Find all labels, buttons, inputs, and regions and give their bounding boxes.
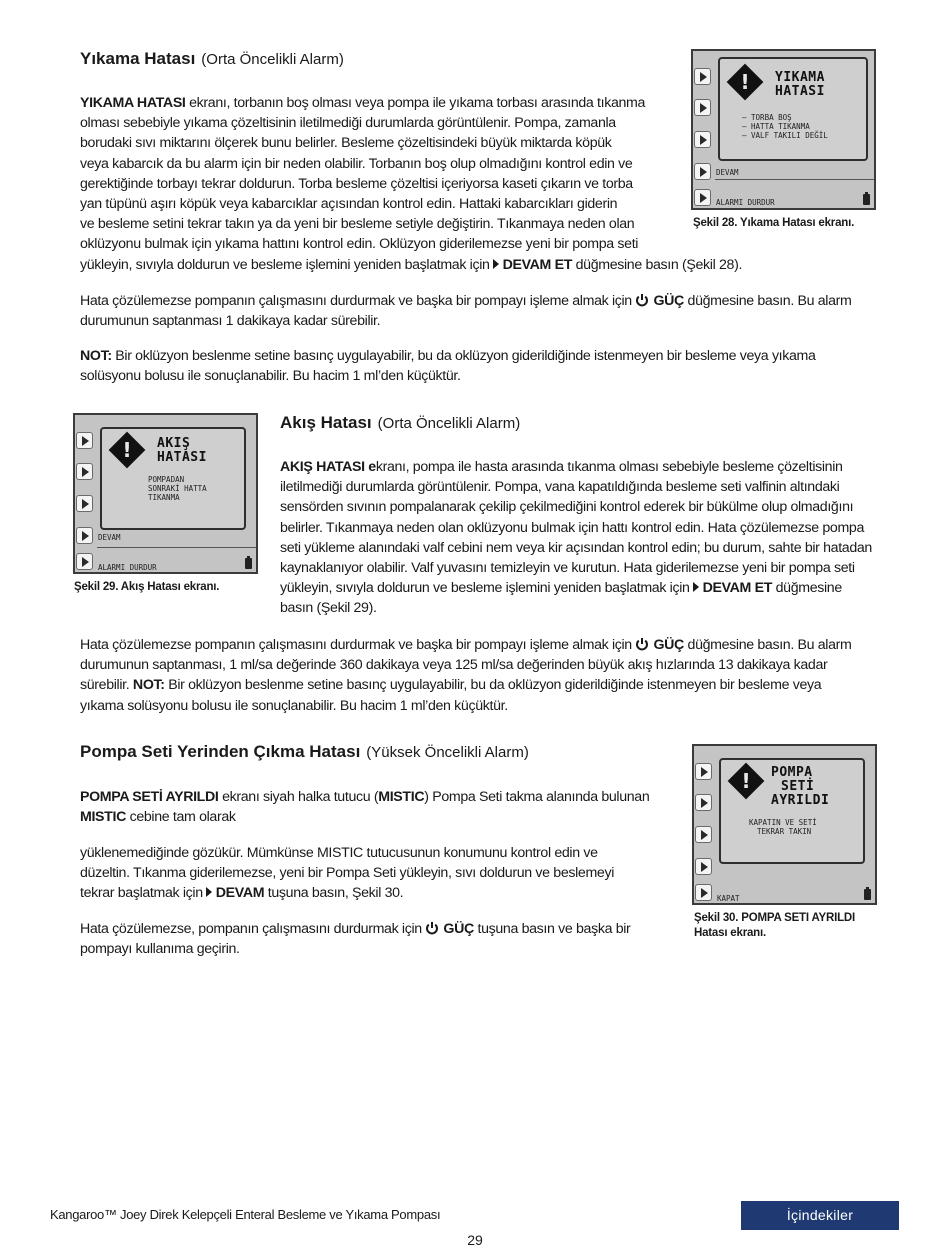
battery-icon: [245, 558, 252, 569]
screen-item: – TORBA BOŞ: [742, 113, 792, 122]
screen-title: YIKAMA: [775, 70, 825, 85]
wash-error-power-paragraph: [80, 291, 900, 331]
text-line: Hata çözülemezse, pompanın çalışmasını durdurmak için: [80, 921, 422, 937]
power-icon: [635, 293, 649, 307]
soft-key-arrow-icon: [76, 495, 93, 512]
text-line: ekranı siyah halka tutucu (: [218, 789, 379, 805]
heading-priority: (Yüksek Öncelikli Alarm): [366, 744, 529, 761]
soft-key-arrow-icon: [695, 858, 712, 875]
text-line: yükleyin, sıvıyla doldurun ve besleme işlemini yeniden başlatmak için: [80, 256, 490, 273]
text-line: tuşuna basın ve başka bir: [473, 921, 631, 937]
exclamation-glyph: !: [741, 769, 751, 793]
set-dislodged-paragraph-2: [80, 843, 680, 904]
text-line: yükleyin, sıvıyla doldurun ve besleme işlemini yeniden başlatmak için: [280, 580, 690, 597]
text-line: sensörden sıvının pompalanarak çekilip çekilmediğini kontrol ederek bir bükülme olup olmadığını: [280, 499, 854, 516]
soft-key-arrow-icon: [76, 527, 93, 544]
text-line: Hata çözülemezse pompanın çalışmasını durdurmak ve başka bir pompayı işleme almak için: [80, 637, 632, 653]
text-line: düğmesine basın. Bu alarm: [683, 293, 852, 309]
text-line: düğmesine basın (Şekil 28).: [572, 256, 743, 273]
section-heading-wash-error: [80, 48, 344, 71]
soft-key-arrow-icon: [76, 432, 93, 449]
bold-term: AKIŞ HATASI e: [280, 459, 376, 475]
text-line: düzeltin. Tıkanma giderilemezse, yeni bir Pompa Seti yükleyin, sıvı doldurun ve beslemeyi: [80, 865, 614, 882]
page-number: 29: [467, 1232, 483, 1248]
screen-item: – HATTA TIKANMA: [742, 122, 810, 131]
bold-term: GÜÇ: [653, 637, 684, 653]
text-line: gerektiğinde torbayı tekrar doldurun. Torba besleme çözeltisi içeriyorsa kaseti çıkarın ve torba: [80, 175, 633, 192]
caption-line: Şekil 30. POMPA SETI AYRILDI: [694, 912, 855, 924]
text-line: ve besleme setini tekrar takın ya da yeni bir besleme setiyle değiştirin. Tıkanmaya neden olan: [80, 216, 635, 233]
close-label: KAPAT: [717, 894, 740, 903]
screen-title: SETİ: [781, 779, 815, 794]
exclamation-glyph: !: [740, 70, 750, 94]
screen-item: – VALF TAKILI DEĞİL: [742, 131, 828, 140]
screen-title: POMPA: [771, 765, 813, 780]
exclamation-glyph: !: [122, 438, 132, 462]
soft-key-arrow-icon: [694, 163, 711, 180]
soft-key-arrow-icon: [694, 99, 711, 116]
screen-item: POMPADAN: [148, 475, 185, 484]
power-icon: [635, 637, 649, 651]
stop-alarm-label: ALARMI DURDUR: [98, 563, 157, 572]
bold-term: DEVAM ET: [702, 580, 773, 597]
power-icon: [425, 921, 439, 935]
stop-alarm-label: ALARMI DURDUR: [716, 198, 775, 207]
screen-item: SONRAKİ HATTA: [148, 484, 207, 493]
section-heading-set-dislodged: [80, 741, 529, 764]
text-line: olması sebebiyle yıkama çözeltisinin iletilmediği durumlarda görüntülenir. Pompa, zamanla: [80, 115, 616, 132]
battery-icon: [864, 889, 871, 900]
battery-icon: [863, 194, 870, 205]
text-line: borudaki sıvı miktarını ölçerek bunu belirler. Besleme çözeltisindeki büyük miktarda köpük: [80, 135, 612, 152]
text-line: oklüzyonu bulmak için yıkama hattını kontrol edin. Oklüzyon giderilemezse yeni bir pompa seti: [80, 236, 639, 253]
heading-priority: (Orta Öncelikli Alarm): [201, 51, 344, 68]
note-label: NOT:: [132, 677, 165, 694]
text-line: kaynaklanıyor olabilir. Valf yuvasını temizleyin ve kurutun. Hata giderilemezse yeni bir pompa seti: [280, 560, 855, 577]
screen-title: HATASI: [157, 450, 207, 465]
heading-text: Pompa Seti Yerinden Çıkma Hatası: [80, 742, 361, 761]
screen-item: TIKANMA: [148, 493, 180, 502]
soft-key-column: [693, 51, 715, 208]
note-label: NOT:: [80, 348, 112, 364]
play-arrow-icon: [493, 259, 499, 269]
alarm-panel: [718, 57, 868, 161]
flow-error-screen-figure: [73, 413, 258, 574]
wash-error-note: [80, 346, 900, 386]
soft-key-column: [75, 415, 97, 572]
soft-key-arrow-icon: [694, 131, 711, 148]
screen-title: AYRILDI: [771, 793, 830, 808]
continue-label: DEVAM: [716, 168, 739, 177]
screen-title: AKIŞ: [157, 436, 191, 451]
bold-term: GÜÇ: [653, 293, 684, 309]
soft-key-arrow-icon: [76, 553, 93, 570]
text-line: kranı, pompa ile hasta arasında tıkanma olması sebebiyle besleme çözeltisinin: [375, 459, 843, 475]
wash-error-screen-figure: [691, 49, 876, 210]
heading-priority: (Orta Öncelikli Alarm): [377, 415, 521, 432]
continue-label: DEVAM: [98, 533, 121, 542]
screen-title: HATASI: [775, 84, 825, 99]
text-line: basın (Şekil 29).: [280, 600, 377, 617]
text-line: Bir oklüzyon beslenme setine basınç uygulayabilir, bu da oklüzyon giderildiğinde istenmeyen bir besleme veya: [164, 677, 822, 694]
text-line: tuşuna basın, Şekil 30.: [264, 885, 404, 902]
text-line: Hata çözülemezse pompanın çalışmasını durdurmak ve başka bir pompayı işleme almak için: [80, 293, 632, 309]
play-arrow-icon: [206, 887, 212, 897]
alarm-panel: [719, 758, 865, 864]
table-of-contents-button[interactable]: İçindekiler: [741, 1201, 899, 1230]
text-line: veya kabarcık da bu alarm için bir neden olabilir. Torbanın boş olup olmadığını kontrol edin ve: [80, 155, 633, 172]
footer-product-name: Kangaroo™ Joey Direk Kelepçeli Enteral Besleme ve Yıkama Pompası: [50, 1207, 441, 1222]
bold-term: YIKAMA HATASI: [80, 95, 186, 111]
figure-caption: Şekil 29. Akış Hatası ekranı.: [74, 581, 220, 593]
text-line: ekranı, torbanın boş olması veya pompa ile yıkama torbası arasında tıkanma: [185, 95, 646, 111]
text-line: yan tüpünü aşırı köpük veya kabarcıklar açısından kontrol edin. Hattaki kabarcıkları giderin: [80, 196, 618, 213]
text-line: pompayı kullanıma geçirin.: [80, 941, 240, 958]
soft-key-arrow-icon: [76, 463, 93, 480]
text-line: belirler. Tıkanmaya neden olan oklüzyonu bulmak için hattı kontrol edin. Hata çözülemezse pompa: [280, 519, 864, 536]
text-line: cebine tam olarak: [125, 809, 236, 826]
text-line: yıkama solüsyonu bolusu ile sonuçlanabilir. Bu hacim 1 ml’den küçüktür.: [80, 697, 508, 714]
set-dislodged-paragraph-3: [80, 919, 680, 959]
bold-term: GÜÇ: [443, 921, 474, 937]
text-line: durumunun saptanması, 1 ml/sa değerinde 360 dakikaya veya 125 ml/sa değerinden büyük akış hızlarında 13 dakikaya kadar: [80, 657, 828, 674]
soft-key-arrow-icon: [695, 884, 712, 901]
soft-key-arrow-icon: [695, 826, 712, 843]
text-line: ) Pompa Seti takma alanında bulunan: [424, 789, 650, 805]
text-line: seti yükleme alanındaki valf cebini nem veya kir açısından kontrol edin; bu durum, sahte bir hatadan: [280, 539, 872, 556]
text-line: tekrar başlatmak için: [80, 885, 203, 902]
set-dislodged-screen-figure: [692, 744, 877, 905]
screen-divider: [97, 547, 256, 548]
text-line: düğmesine: [772, 580, 842, 597]
text-line: Bir oklüzyon beslenme setine basınç uygulayabilir, bu da oklüzyon giderildiğinde istenmeyen bir besleme veya yıkama: [111, 348, 816, 364]
figure-caption: [694, 911, 855, 941]
screen-divider: [715, 179, 874, 180]
alarm-panel: [100, 427, 246, 530]
flow-error-paragraph: [280, 457, 900, 619]
wash-error-paragraph: [80, 93, 743, 275]
set-dislodged-paragraph-1: [80, 787, 680, 827]
bold-term: MISTIC: [80, 809, 126, 826]
figure-caption: Şekil 28. Yıkama Hatası ekranı.: [693, 217, 855, 229]
play-arrow-icon: [693, 582, 699, 592]
bold-term: DEVAM ET: [502, 256, 573, 273]
text-line: solüsyonu bolusu ile sonuçlanabilir. Bu hacim 1 ml’den küçüktür.: [80, 368, 461, 385]
screen-item: TEKRAR TAKIN: [757, 827, 812, 836]
heading-text: Akış Hatası: [280, 413, 372, 432]
bold-term: POMPA SETİ AYRILDI: [80, 789, 219, 805]
section-heading-flow-error: [280, 412, 520, 435]
bold-term: DEVAM: [215, 885, 265, 902]
text-line: sürebilir.: [80, 677, 133, 694]
text-line: durumunun saptanması 1 dakikaya kadar sürebilir.: [80, 313, 381, 330]
bold-term: MISTIC: [378, 789, 425, 805]
heading-text: Yıkama Hatası: [80, 49, 196, 68]
flow-error-power-paragraph: [80, 635, 900, 716]
soft-key-arrow-icon: [695, 763, 712, 780]
text-line: yüklenemediğinde gözükür. Mümkünse MISTIC tutucusunun konumunu kontrol edin ve: [80, 845, 598, 861]
soft-key-arrow-icon: [694, 189, 711, 206]
text-line: iletilmediği durumlarda görüntülenir. Pompa, vana kapatıldığında besleme seti valfinin altındaki: [280, 479, 840, 496]
soft-key-arrow-icon: [695, 794, 712, 811]
caption-line: Hatası ekranı.: [694, 927, 766, 939]
soft-key-arrow-icon: [694, 68, 711, 85]
screen-item: KAPATIN VE SETİ: [749, 818, 817, 827]
text-line: düğmesine basın. Bu alarm: [683, 637, 852, 653]
soft-key-column: [694, 746, 716, 903]
